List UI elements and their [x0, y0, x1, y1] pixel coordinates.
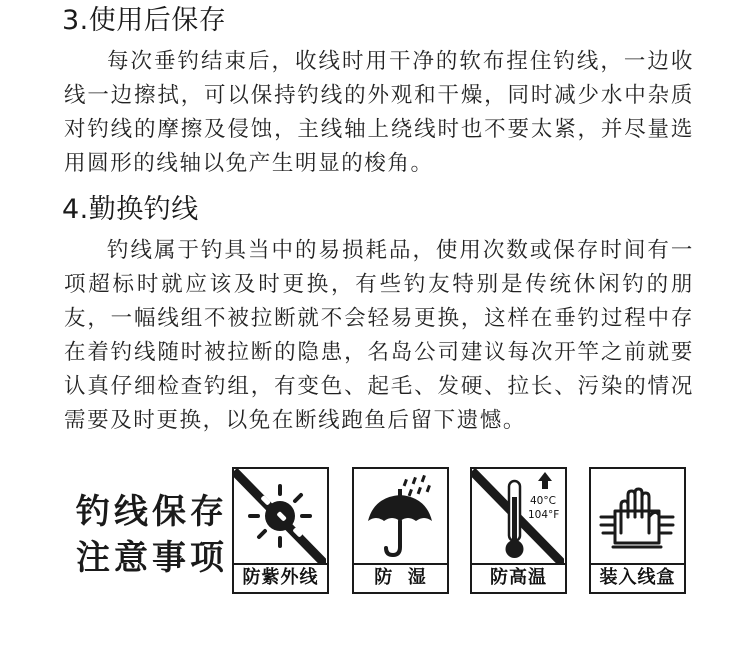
heat-protection-badge — [470, 467, 567, 594]
uv-protection-badge — [232, 467, 329, 594]
umbrella-rain-icon — [354, 469, 446, 565]
uv-protection-label: 防紫外线 — [234, 563, 327, 592]
hands-box-icon — [591, 469, 683, 565]
sun-uv-icon — [234, 469, 326, 565]
temp-fahrenheit: 104°F — [528, 509, 560, 521]
thermometer-icon — [472, 469, 564, 565]
section-4-heading: 4.勤换钓线 — [62, 194, 199, 225]
storage-notes-title-line2: 注意事项 — [76, 538, 228, 578]
storage-notes-title-line1: 钓线保存 — [76, 492, 228, 532]
section-3-paragraph: 每次垂钓结束后，收线时用干净的软布捏住钓线，一边收线一边擦拭，可以保持钓线的外观和干燥，同时减少水中杂质对钓线的摩擦及侵蚀，主线轴上绕线时也不要太紧，并尽量选用圆形的线轴以免产生明显的梭角。 — [64, 49, 694, 176]
section-3-heading: 3.使用后保存 — [62, 5, 227, 36]
moisture-protection-badge — [352, 467, 449, 594]
store-in-box-badge — [589, 467, 686, 594]
store-in-box-label: 装入线盒 — [591, 563, 684, 592]
section-4-paragraph: 钓线属于钓具当中的易损耗品，使用次数或保存时间有一项超标时就应该及时更换，有些钓友特别是传统休闲钓的朋友，一幅线组不被拉断就不会轻易更换，这样在垂钓过程中存在着钓线随时被拉断的隐患，名岛公司建议每次开竿之前就要认真仔细检查钓组，有变色、起毛、发硬、拉长、污染的情况需要及时更换，以免在断线跑鱼后留下遗憾。 — [64, 238, 694, 433]
moisture-protection-label: 防 湿 — [354, 563, 447, 592]
temp-celsius: 40°C — [530, 495, 556, 507]
heat-protection-label: 防高温 — [472, 563, 565, 592]
